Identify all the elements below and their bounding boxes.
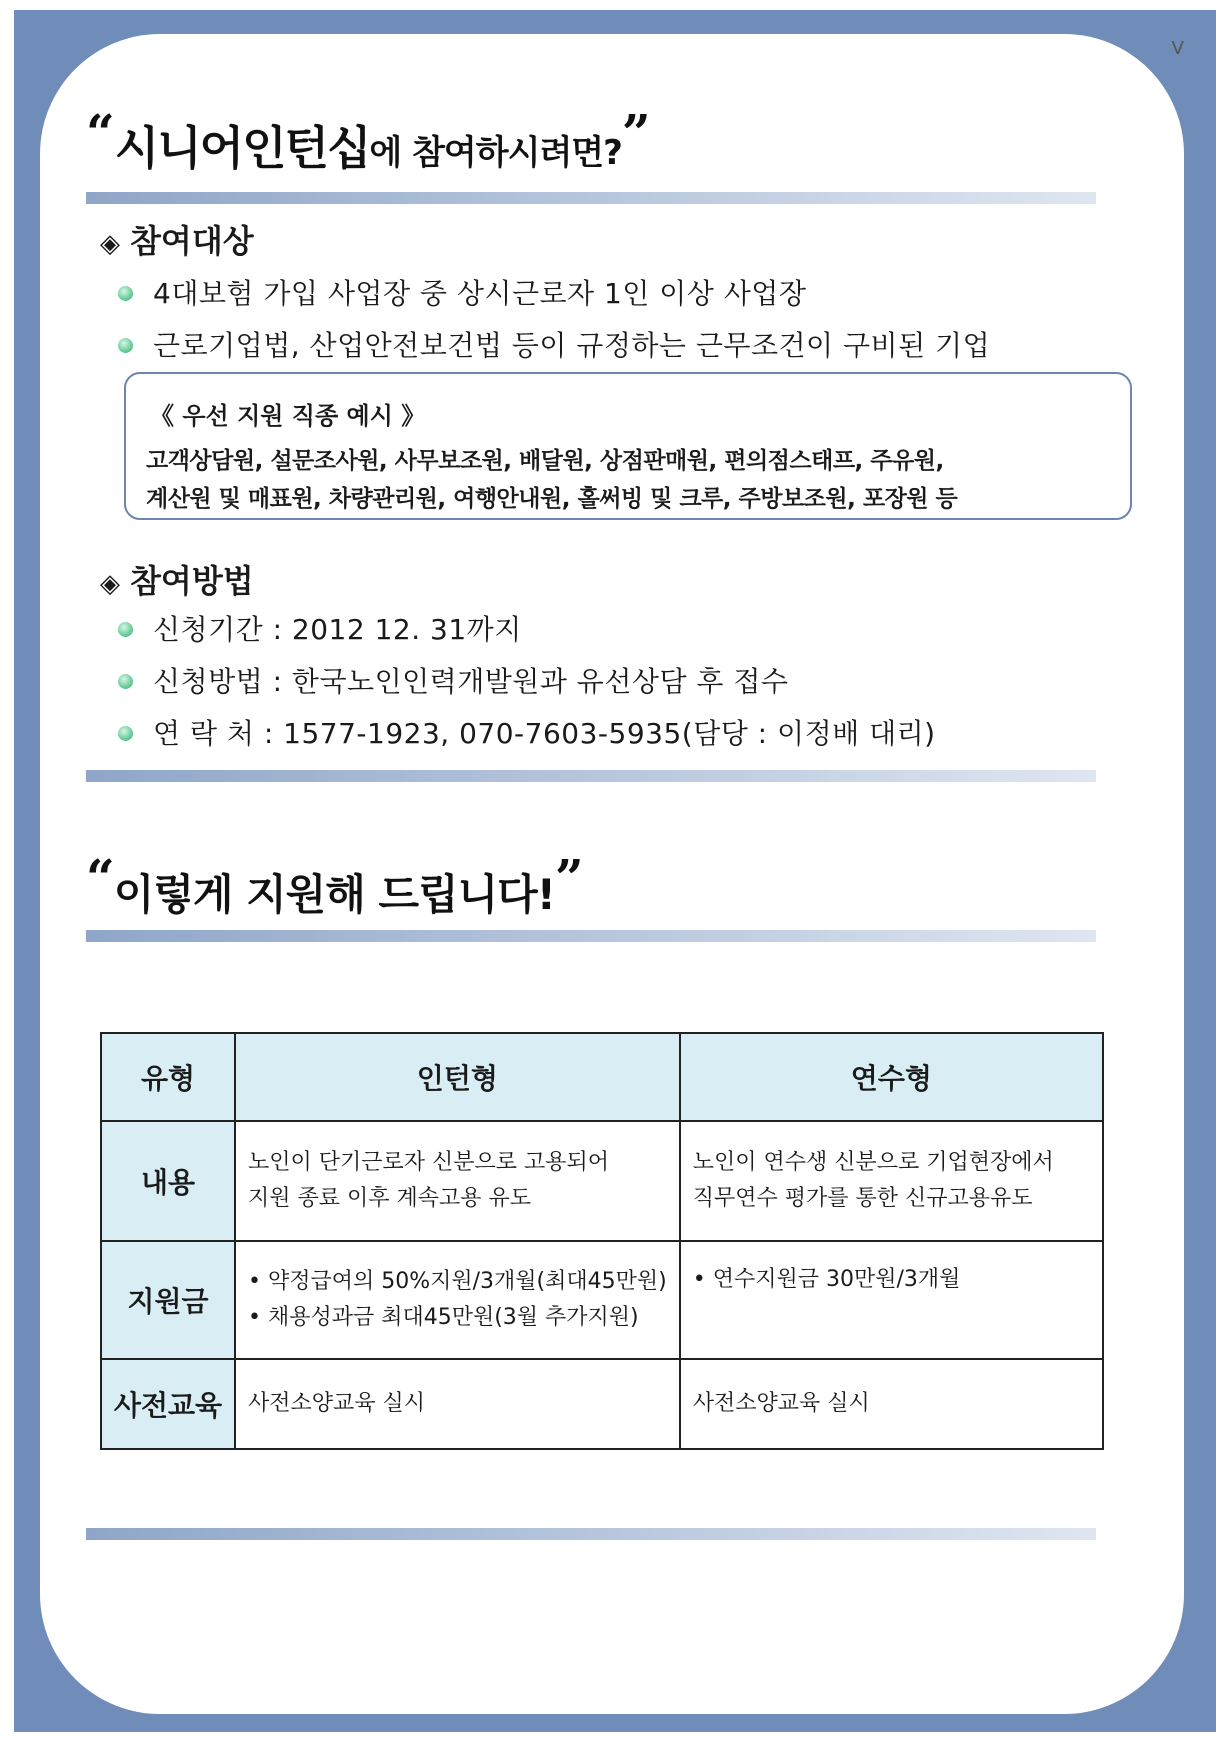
table-cell [680, 1241, 1103, 1359]
priority-jobs-title: 《 우선 지원 직종 예시 》 [150, 402, 426, 430]
cell-line: • 채용성과금 최대45만원(3월 추가지원) [248, 1305, 639, 1330]
table-cell [680, 1121, 1103, 1241]
header-type: 유형 [101, 1033, 235, 1121]
green-dot-icon [118, 622, 133, 637]
priority-jobs-line: 계산원 및 매표원, 차량관리원, 여행안내원, 홀써빙 및 크루, 주방보조원, 포장원 등 [146, 486, 958, 512]
list-item [118, 608, 522, 648]
section-method-title [100, 556, 254, 602]
list-item [118, 272, 806, 312]
table-header-row [101, 1033, 1103, 1121]
table-cell [235, 1241, 680, 1359]
heading2-text: 이렇게 지원해 드립니다! [113, 870, 555, 919]
table-cell [680, 1359, 1103, 1449]
priority-jobs-box [124, 372, 1132, 520]
green-dot-icon [118, 726, 133, 741]
row-label: 사전교육 [101, 1359, 235, 1449]
cell-line: • 약정급여의 50%지원/3개월(최대45만원) [248, 1269, 667, 1294]
divider-rule [86, 770, 1096, 782]
corner-mark: V [1171, 38, 1184, 59]
table-row [101, 1241, 1103, 1359]
close-quote: ” [554, 848, 583, 907]
priority-jobs-line: 고객상담원, 설문조사원, 사무보조원, 배달원, 상점판매원, 편의점스태프, 주유원, [146, 448, 944, 474]
list-item-text: 근로기업법, 산업안전보건법 등이 규정하는 근무조건이 구비된 기업 [153, 329, 991, 362]
list-item-text: 연 락 처 : 1577-1923, 070-7603-5935(담당 : 이정배 대리) [153, 717, 936, 750]
participants-title-text: 참여대상 [130, 222, 254, 260]
table-row [101, 1359, 1103, 1449]
list-item [118, 660, 788, 700]
cell-line: 사전소양교육 실시 [248, 1391, 426, 1416]
green-dot-icon [118, 338, 133, 353]
heading-senior-internship [86, 103, 651, 178]
divider-rule [86, 1528, 1096, 1540]
green-dot-icon [118, 286, 133, 301]
cell-line: • 연수지원금 30만원/3개월 [692, 1267, 961, 1292]
green-dot-icon [118, 674, 133, 689]
diamond-icon: ◈ [100, 229, 120, 259]
table-cell [235, 1121, 680, 1241]
cell-line: 노인이 단기근로자 신분으로 고용되어 [248, 1150, 610, 1175]
support-table [100, 1032, 1104, 1450]
method-title-text: 참여방법 [130, 562, 254, 600]
cell-line: 직무연수 평가를 통한 신규고용유도 [692, 1186, 1033, 1211]
section-participants-title [100, 216, 254, 262]
divider-rule [86, 192, 1096, 204]
list-item-text: 4대보험 가입 사업장 중 상시근로자 1인 이상 사업장 [153, 277, 807, 310]
heading-support [86, 848, 583, 922]
row-label: 내용 [101, 1121, 235, 1241]
heading1-small: 에 참여하시려면? [369, 133, 622, 173]
table-row [101, 1121, 1103, 1241]
open-quote: “ [86, 848, 114, 907]
open-quote: “ [86, 103, 115, 162]
cell-line: 사전소양교육 실시 [692, 1391, 870, 1416]
diamond-icon: ◈ [100, 569, 120, 599]
list-item-text: 신청기간 : 2012 12. 31까지 [153, 613, 522, 646]
header-training: 연수형 [680, 1033, 1103, 1121]
cell-line: 지원 종료 이후 계속고용 유도 [248, 1186, 531, 1211]
cell-line: 노인이 연수생 신분으로 기업현장에서 [692, 1150, 1054, 1175]
heading1-big: 시니어인턴십 [114, 121, 370, 175]
table-cell [235, 1359, 680, 1449]
row-label: 지원금 [101, 1241, 235, 1359]
header-intern: 인턴형 [235, 1033, 680, 1121]
list-item-text: 신청방법 : 한국노인인력개발원과 유선상담 후 접수 [153, 665, 789, 698]
list-item [118, 712, 936, 752]
close-quote: ” [621, 103, 651, 162]
list-item [118, 324, 990, 364]
divider-rule [86, 930, 1096, 942]
